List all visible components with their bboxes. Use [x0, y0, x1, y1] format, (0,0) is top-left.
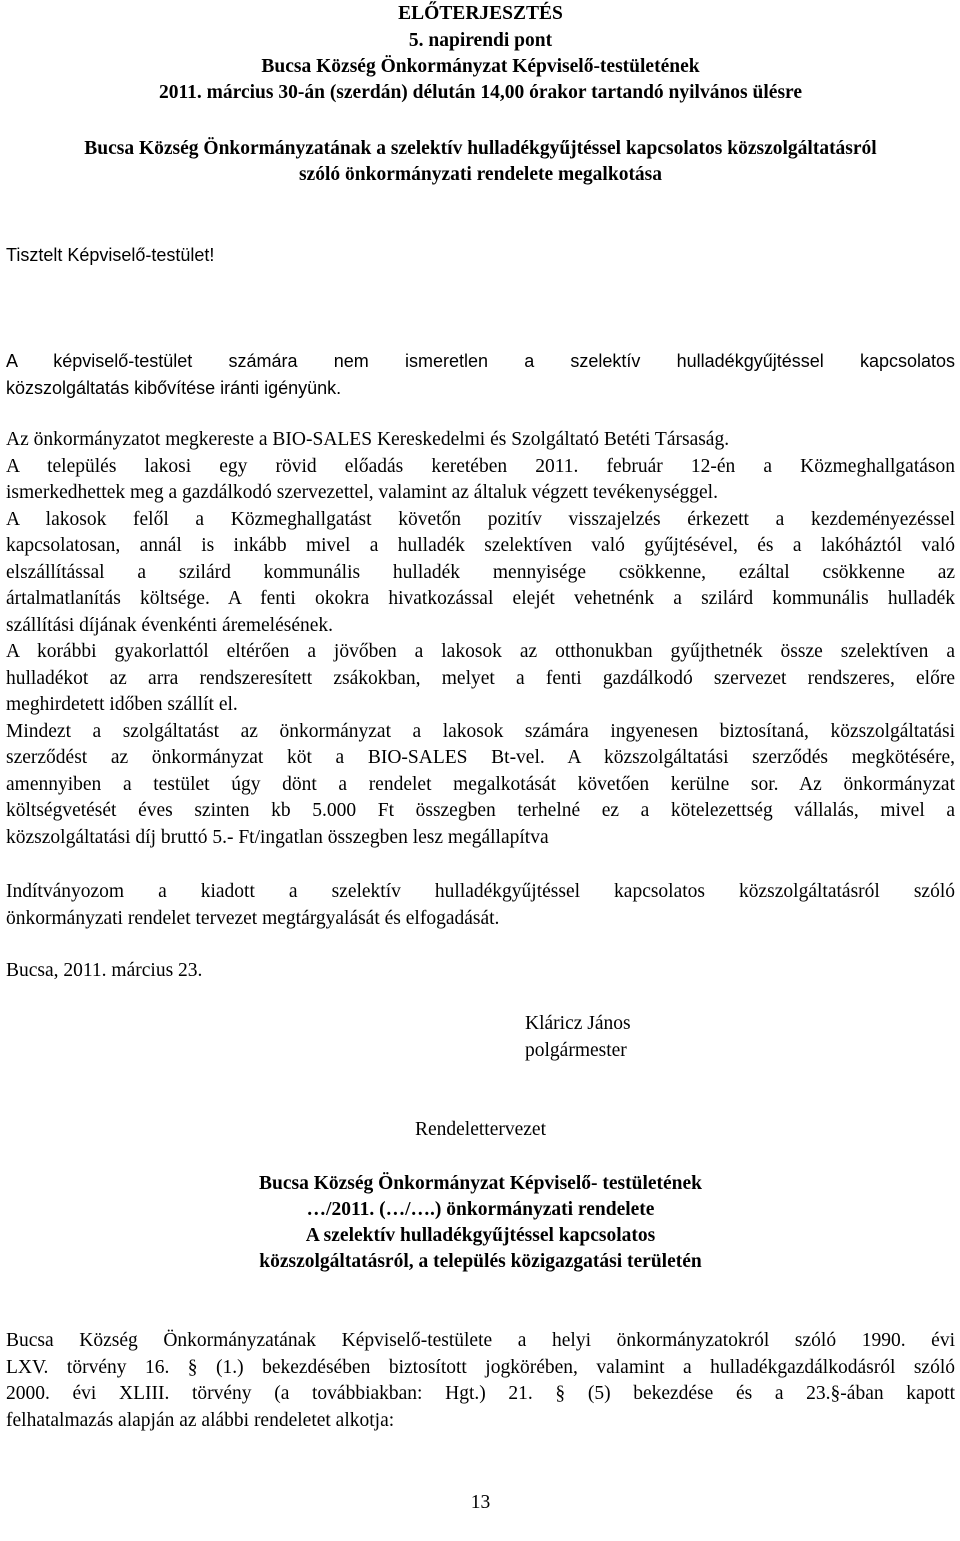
text-line: amennyiben a testület úgy dönt a rendelet megalkotását követően kerülne sor. Az önkormányzat	[6, 773, 955, 795]
text-line: A település lakosi egy rövid előadás keretében 2011. február 12-én a Közmeghallgatáson	[6, 455, 955, 477]
text-line: költségvetését éves szinten kb 5.000 Ft összegben terhelné ez a kötelezettség vállalás, mivel a	[6, 800, 955, 821]
draft-label: Rendelettervezet	[414, 1119, 546, 1140]
text-line: ártalmatlanítás költsége. A fenti okokra hivatkozással elejét vehetnénk a szilárd kommunális hulladék	[6, 588, 955, 609]
text-line: önkormányzati rendelet tervezet megtárgyalását és elfogadását.	[6, 907, 500, 929]
place-date: Bucsa, 2011. március 23.	[6, 960, 203, 981]
text-line: Bucsa Község Önkormányzatának Képviselő-testülete a helyi önkormányzatokról szóló 1990. évi	[6, 1330, 955, 1351]
paragraph-intro	[6, 348, 955, 401]
draft-heading-line: A szelektív hulladékgyűjtéssel kapcsolatos	[305, 1225, 656, 1246]
text-line: meghirdetett időben szállít el.	[6, 694, 238, 715]
agenda-item: 5. napirendi pont	[408, 30, 553, 51]
signature-name: Kláricz János	[525, 1013, 631, 1034]
text-line: Az önkormányzatot megkereste a BIO-SALES Kereskedelmi és Szolgáltató Betéti Társaság.	[6, 429, 730, 450]
signature-title: polgármester	[525, 1040, 627, 1061]
text-line: hulladékot az arra rendszeresített zsákokban, melyet a fenti gazdálkodó szervezet rendszeres, előre	[6, 667, 955, 689]
meeting-line: 2011. március 30-án (szerdán) délután 14,00 órakor tartandó nyilvános ülésre	[159, 82, 802, 103]
subject-line: Bucsa Község Önkormányzatának a szelektív hulladékgyűjtéssel kapcsolatos közszolgáltatásról	[84, 138, 877, 159]
text-line: közszolgáltatási díj bruttó 5.- Ft/ingatlan összegben lesz megállapítva	[6, 826, 549, 848]
subject-line: szóló önkormányzati rendelete megalkotása	[298, 164, 663, 185]
text-line: elszállítással a szilárd kommunális hulladék mennyisége csökkenne, ezáltal csökkenne az	[6, 561, 955, 583]
draft-heading-line: …/2011. (…/….) önkormányzati rendelete	[306, 1199, 655, 1220]
text-line: A lakosok felől a Közmeghallgatást követőn pozitív visszajelzés érkezett a kezdeményezéssel	[6, 508, 955, 530]
text-line: LXV. törvény 16. § (1.) bekezdésében biztosított jogkörében, valamint a hulladékgazdálkodásról szóló	[6, 1356, 955, 1378]
text-line: 2000. évi XLIII. törvény (a továbbiakban: Hgt.) 21. § (5) bekezdése és a 23.§-ában kapott	[6, 1383, 955, 1404]
text-line: ismerkedhettek meg a gazdálkodó szervezettel, valamint az általuk végzett tevékenységgel.	[6, 482, 718, 503]
text-line: felhatalmazás alapján az alábbi rendeletet alkotja:	[6, 1409, 395, 1431]
text-line: A képviselő-testület számára nem ismeretlen a szelektív hulladékgyűjtéssel kapcsolatos	[6, 351, 955, 371]
text-line: Indítványozom a kiadott a szelektív hulladékgyűjtéssel kapcsolatos közszolgáltatásról szóló	[6, 881, 955, 902]
draft-heading-line: Bucsa Község Önkormányzat Képviselő- testületének	[258, 1173, 703, 1194]
draft-heading-line: közszolgáltatásról, a település közigazgatási területén	[259, 1251, 702, 1272]
paragraph-body	[6, 427, 955, 851]
text-line: A korábbi gyakorlattól eltérően a jövőben a lakosok az otthonukban gyűjthetnék össze szelektíven a	[6, 641, 955, 662]
council-name: Bucsa Község Önkormányzat Képviselő-testületének	[261, 56, 700, 77]
text-line: szerződést az önkormányzat köt a BIO-SALES Bt-vel. A közszolgáltatási szerződés megkötésére,	[6, 747, 955, 768]
page-number: 13	[470, 1492, 491, 1513]
text-line: közszolgáltatás kibővítése iránti igényünk.	[6, 377, 342, 398]
text-line: Mindezt a szolgáltatást az önkormányzat a lakosok számára ingyenesen biztosítaná, közszolgáltatási	[6, 720, 955, 742]
proposal-paragraph	[6, 879, 955, 932]
document-title: ELŐTERJESZTÉS	[398, 3, 563, 24]
text-line: szállítási díjának évenkénti áremelésének.	[6, 614, 334, 636]
salutation: Tisztelt Képviselő-testület!	[6, 245, 215, 265]
text-line: kapcsolatosan, annál is inkább mivel a hulladék szelektíven való gyűjtésével, és a lakóháztól való	[6, 535, 955, 556]
preamble-paragraph	[6, 1328, 955, 1434]
